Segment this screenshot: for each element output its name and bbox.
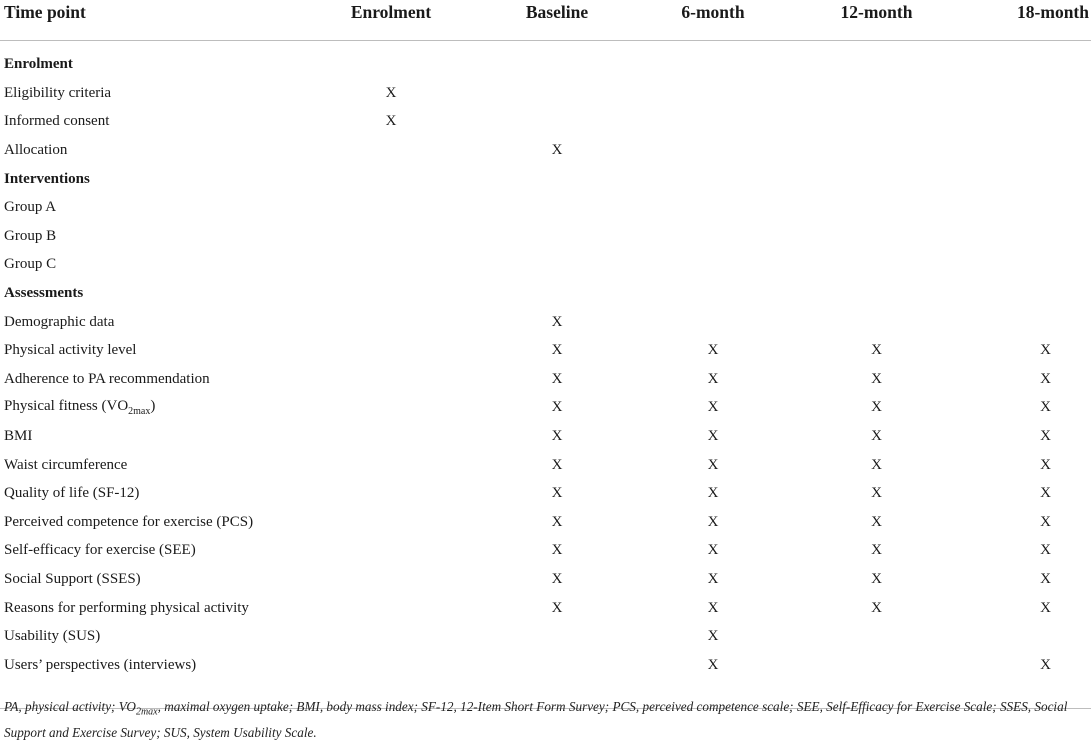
table-row bbox=[0, 594, 1091, 623]
mark-cell bbox=[657, 222, 769, 251]
mark-cell bbox=[325, 251, 457, 280]
row-label bbox=[0, 336, 325, 365]
mark-cell: X bbox=[1040, 542, 1051, 559]
mark-cell: X bbox=[1040, 399, 1051, 416]
row-label bbox=[0, 622, 325, 651]
table-row bbox=[0, 108, 1091, 137]
table-row bbox=[0, 451, 1091, 480]
spacer-row bbox=[0, 41, 1091, 51]
mark-cell: X bbox=[707, 485, 719, 502]
mark-cell bbox=[657, 136, 769, 165]
mark-cell bbox=[984, 308, 1091, 337]
row-label bbox=[0, 193, 325, 222]
mark-cell: X bbox=[871, 485, 882, 502]
mark-cell bbox=[984, 108, 1091, 137]
mark-cell: X bbox=[871, 542, 882, 559]
mark-cell bbox=[325, 479, 457, 508]
mark-cell bbox=[657, 79, 769, 108]
row-label-text: Physical fitness (VO bbox=[4, 398, 129, 415]
mark-cell: X bbox=[871, 570, 882, 587]
table-row bbox=[0, 508, 1091, 537]
section-row bbox=[0, 279, 1091, 308]
mark-cell: X bbox=[871, 428, 882, 445]
table-body bbox=[0, 41, 1091, 709]
row-label bbox=[0, 222, 325, 251]
mark-cell: X bbox=[1040, 428, 1051, 445]
table-row bbox=[0, 79, 1091, 108]
row-label bbox=[0, 651, 325, 680]
mark-cell: X bbox=[551, 456, 563, 473]
mark-cell bbox=[769, 79, 984, 108]
mark-cell: X bbox=[707, 399, 719, 416]
mark-cell: X bbox=[871, 513, 882, 530]
mark-cell: X bbox=[707, 428, 719, 445]
row-label-text: Quality of life (SF-12) bbox=[4, 485, 140, 502]
mark-cell: X bbox=[551, 370, 563, 387]
row-label-text: Group C bbox=[4, 256, 57, 273]
mark-cell: X bbox=[1040, 485, 1051, 502]
row-label-text: Group B bbox=[4, 227, 57, 244]
table-row bbox=[0, 479, 1091, 508]
table-footnote bbox=[4, 697, 1088, 743]
section-row bbox=[0, 165, 1091, 194]
mark-cell bbox=[769, 108, 984, 137]
mark-cell bbox=[325, 365, 457, 394]
mark-cell bbox=[769, 136, 984, 165]
mark-cell: X bbox=[707, 599, 719, 616]
mark-cell bbox=[325, 422, 457, 451]
spacer-cell bbox=[0, 41, 1091, 51]
footnote-subscript: 2max bbox=[135, 706, 158, 718]
mark-cell bbox=[657, 193, 769, 222]
mark-cell bbox=[325, 222, 457, 251]
mark-cell bbox=[457, 222, 657, 251]
mark-cell bbox=[325, 308, 457, 337]
mark-cell: X bbox=[871, 399, 882, 416]
header-time-point: Time point bbox=[0, 0, 325, 41]
mark-cell bbox=[769, 622, 984, 651]
mark-cell: X bbox=[551, 342, 563, 359]
mark-cell bbox=[325, 336, 457, 365]
section-label: Interventions bbox=[4, 170, 90, 187]
row-label bbox=[0, 422, 325, 451]
header-baseline: Baseline bbox=[457, 0, 657, 41]
row-label bbox=[0, 394, 325, 423]
row-label-text: Usability (SUS) bbox=[4, 628, 101, 645]
mark-cell: X bbox=[1040, 342, 1051, 359]
row-label-text: BMI bbox=[4, 428, 33, 445]
mark-cell: X bbox=[707, 342, 719, 359]
mark-cell: X bbox=[1040, 570, 1051, 587]
mark-cell: X bbox=[385, 84, 397, 101]
row-label-text: Informed consent bbox=[4, 113, 110, 130]
mark-cell bbox=[325, 565, 457, 594]
mark-cell bbox=[457, 193, 657, 222]
row-label-text: Allocation bbox=[4, 142, 68, 159]
header-6-month: 6-month bbox=[657, 0, 769, 41]
mark-cell bbox=[325, 136, 457, 165]
row-label bbox=[0, 508, 325, 537]
row-label-text: Adherence to PA recommendation bbox=[4, 370, 210, 387]
row-label-text: Demographic data bbox=[4, 313, 115, 330]
table-row bbox=[0, 365, 1091, 394]
header-12-month: 12-month bbox=[769, 0, 984, 41]
mark-cell bbox=[457, 651, 657, 680]
mark-cell bbox=[325, 508, 457, 537]
row-label-subscript: 2max bbox=[128, 406, 151, 418]
mark-cell: X bbox=[707, 456, 719, 473]
row-label-text: Group A bbox=[4, 199, 57, 216]
mark-cell: X bbox=[1040, 370, 1051, 387]
mark-cell bbox=[457, 108, 657, 137]
row-label bbox=[0, 136, 325, 165]
table-header bbox=[0, 0, 1091, 41]
mark-cell bbox=[457, 79, 657, 108]
mark-cell: X bbox=[551, 570, 563, 587]
table-row bbox=[0, 537, 1091, 566]
mark-cell bbox=[769, 308, 984, 337]
mark-cell bbox=[984, 79, 1091, 108]
mark-cell bbox=[325, 193, 457, 222]
mark-cell bbox=[769, 193, 984, 222]
footnote-part2: , maximal oxygen uptake; BMI, body mass index; SF-12, 12-Item Short Form Survey; PCS, perceived competence scale; SEE, Self-Efficacy for Exercise Scale; SSES, Social Support and Exercise Survey; SUS, System Usability Scale. bbox=[4, 699, 1068, 740]
row-label-text: Reasons for performing physical activity bbox=[4, 599, 249, 616]
mark-cell: X bbox=[551, 428, 563, 445]
mark-cell bbox=[984, 193, 1091, 222]
mark-cell bbox=[657, 251, 769, 280]
row-label-suffix: ) bbox=[150, 398, 156, 415]
row-label bbox=[0, 565, 325, 594]
row-label-text: Users’ perspectives (interviews) bbox=[4, 656, 197, 673]
table-row bbox=[0, 193, 1091, 222]
mark-cell: X bbox=[1040, 656, 1051, 673]
mark-cell: X bbox=[551, 313, 563, 330]
section-label: Enrolment bbox=[4, 56, 73, 73]
header-enrolment: Enrolment bbox=[325, 0, 457, 41]
row-label bbox=[0, 308, 325, 337]
mark-cell: X bbox=[707, 370, 719, 387]
mark-cell: X bbox=[551, 599, 563, 616]
mark-cell bbox=[325, 594, 457, 623]
mark-cell bbox=[457, 251, 657, 280]
mark-cell bbox=[325, 622, 457, 651]
mark-cell bbox=[325, 394, 457, 423]
mark-cell bbox=[984, 136, 1091, 165]
mark-cell bbox=[984, 251, 1091, 280]
mark-cell bbox=[325, 451, 457, 480]
table-row bbox=[0, 394, 1091, 423]
mark-cell: X bbox=[871, 342, 882, 359]
mark-cell: X bbox=[551, 542, 563, 559]
mark-cell: X bbox=[385, 113, 397, 130]
row-label bbox=[0, 251, 325, 280]
mark-cell: X bbox=[1040, 513, 1051, 530]
row-label bbox=[0, 479, 325, 508]
mark-cell: X bbox=[1040, 599, 1051, 616]
mark-cell bbox=[457, 622, 657, 651]
mark-cell bbox=[325, 651, 457, 680]
mark-cell: X bbox=[1040, 456, 1051, 473]
mark-cell: X bbox=[551, 485, 563, 502]
mark-cell: X bbox=[707, 656, 719, 673]
section-label: Assessments bbox=[4, 285, 84, 302]
mark-cell: X bbox=[871, 456, 882, 473]
row-label bbox=[0, 108, 325, 137]
mark-cell bbox=[769, 222, 984, 251]
row-label-text: Physical activity level bbox=[4, 342, 137, 359]
table-row bbox=[0, 651, 1091, 680]
row-label-text: Waist circumference bbox=[4, 456, 128, 473]
mark-cell: X bbox=[871, 370, 882, 387]
row-label bbox=[0, 451, 325, 480]
mark-cell: X bbox=[551, 399, 563, 416]
row-label-text: Self-efficacy for exercise (SEE) bbox=[4, 542, 196, 559]
table-row bbox=[0, 222, 1091, 251]
mark-cell bbox=[769, 251, 984, 280]
row-label bbox=[0, 594, 325, 623]
table-row bbox=[0, 336, 1091, 365]
footnote-part1: PA, physical activity; VO bbox=[4, 699, 136, 714]
table-row bbox=[0, 422, 1091, 451]
table-row bbox=[0, 136, 1091, 165]
section-row bbox=[0, 51, 1091, 80]
mark-cell: X bbox=[551, 142, 563, 159]
mark-cell: X bbox=[707, 570, 719, 587]
mark-cell bbox=[325, 537, 457, 566]
mark-cell: X bbox=[551, 513, 563, 530]
row-label-text: Perceived competence for exercise (PCS) bbox=[4, 513, 254, 530]
table-row bbox=[0, 251, 1091, 280]
mark-cell bbox=[657, 308, 769, 337]
mark-cell: X bbox=[707, 628, 719, 645]
table-row bbox=[0, 565, 1091, 594]
mark-cell bbox=[769, 651, 984, 680]
mark-cell bbox=[657, 108, 769, 137]
row-label bbox=[0, 537, 325, 566]
mark-cell: X bbox=[707, 542, 719, 559]
mark-cell bbox=[984, 622, 1091, 651]
mark-cell: X bbox=[707, 513, 719, 530]
table-row bbox=[0, 308, 1091, 337]
mark-cell bbox=[984, 222, 1091, 251]
row-label-text: Social Support (SSES) bbox=[4, 570, 141, 587]
row-label-text: Eligibility criteria bbox=[4, 84, 112, 101]
row-label bbox=[0, 365, 325, 394]
row-label bbox=[0, 79, 325, 108]
mark-cell: X bbox=[871, 599, 882, 616]
table-row bbox=[0, 622, 1091, 651]
header-18-month: 18-month bbox=[984, 0, 1091, 41]
